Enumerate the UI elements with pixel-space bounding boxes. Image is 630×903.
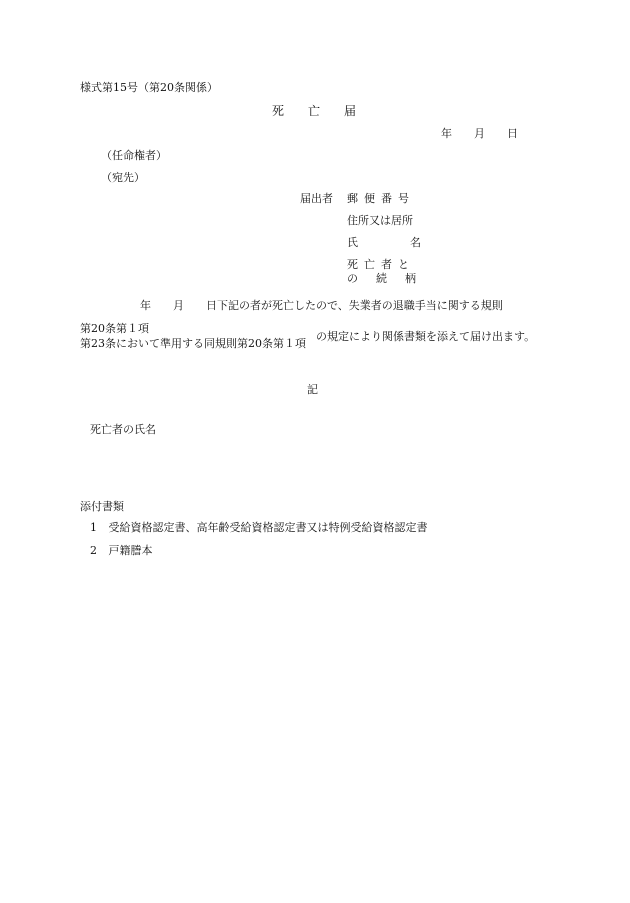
clause-option-2: 第23条において準用する同規則第20条第１項	[80, 337, 306, 350]
attachment-text: 受給資格認定書、高年齢受給資格認定書又は特例受給資格認定書	[108, 521, 428, 534]
attachments-heading: 添付書類	[80, 500, 124, 513]
addressee-label: （宛先）	[101, 171, 145, 184]
form-title: 死 亡 届	[272, 104, 357, 118]
clause-option-1: 第20条第１項	[80, 322, 149, 335]
body-first-line: 年 月 日下記の者が死亡したので、失業者の退職手当に関する規則	[140, 299, 503, 312]
form-number: 様式第15号（第20条関係）	[80, 81, 218, 94]
record-heading: 記	[307, 383, 318, 396]
relation-label-line2: の続柄	[347, 272, 434, 285]
attachment-item	[90, 544, 153, 558]
postal-code-label: 郵便番号	[347, 192, 415, 205]
body-suffix: の規定により関係書類を添えて届け出ます。	[316, 330, 536, 343]
appointer-label: （任命権者）	[101, 149, 167, 162]
address-label: 住所又は居所	[347, 214, 413, 227]
notifier-label: 届出者	[300, 192, 333, 205]
attachment-number: 1	[90, 521, 97, 534]
relation-label-line1: 死亡者と	[347, 258, 415, 271]
deceased-name-label: 死亡者の氏名	[90, 423, 156, 436]
name-label: 氏名	[347, 236, 473, 249]
attachment-text: 戸籍謄本	[108, 544, 153, 557]
attachment-item	[90, 521, 428, 535]
attachment-number: 2	[90, 544, 97, 557]
submission-date: 年 月 日	[441, 127, 518, 140]
